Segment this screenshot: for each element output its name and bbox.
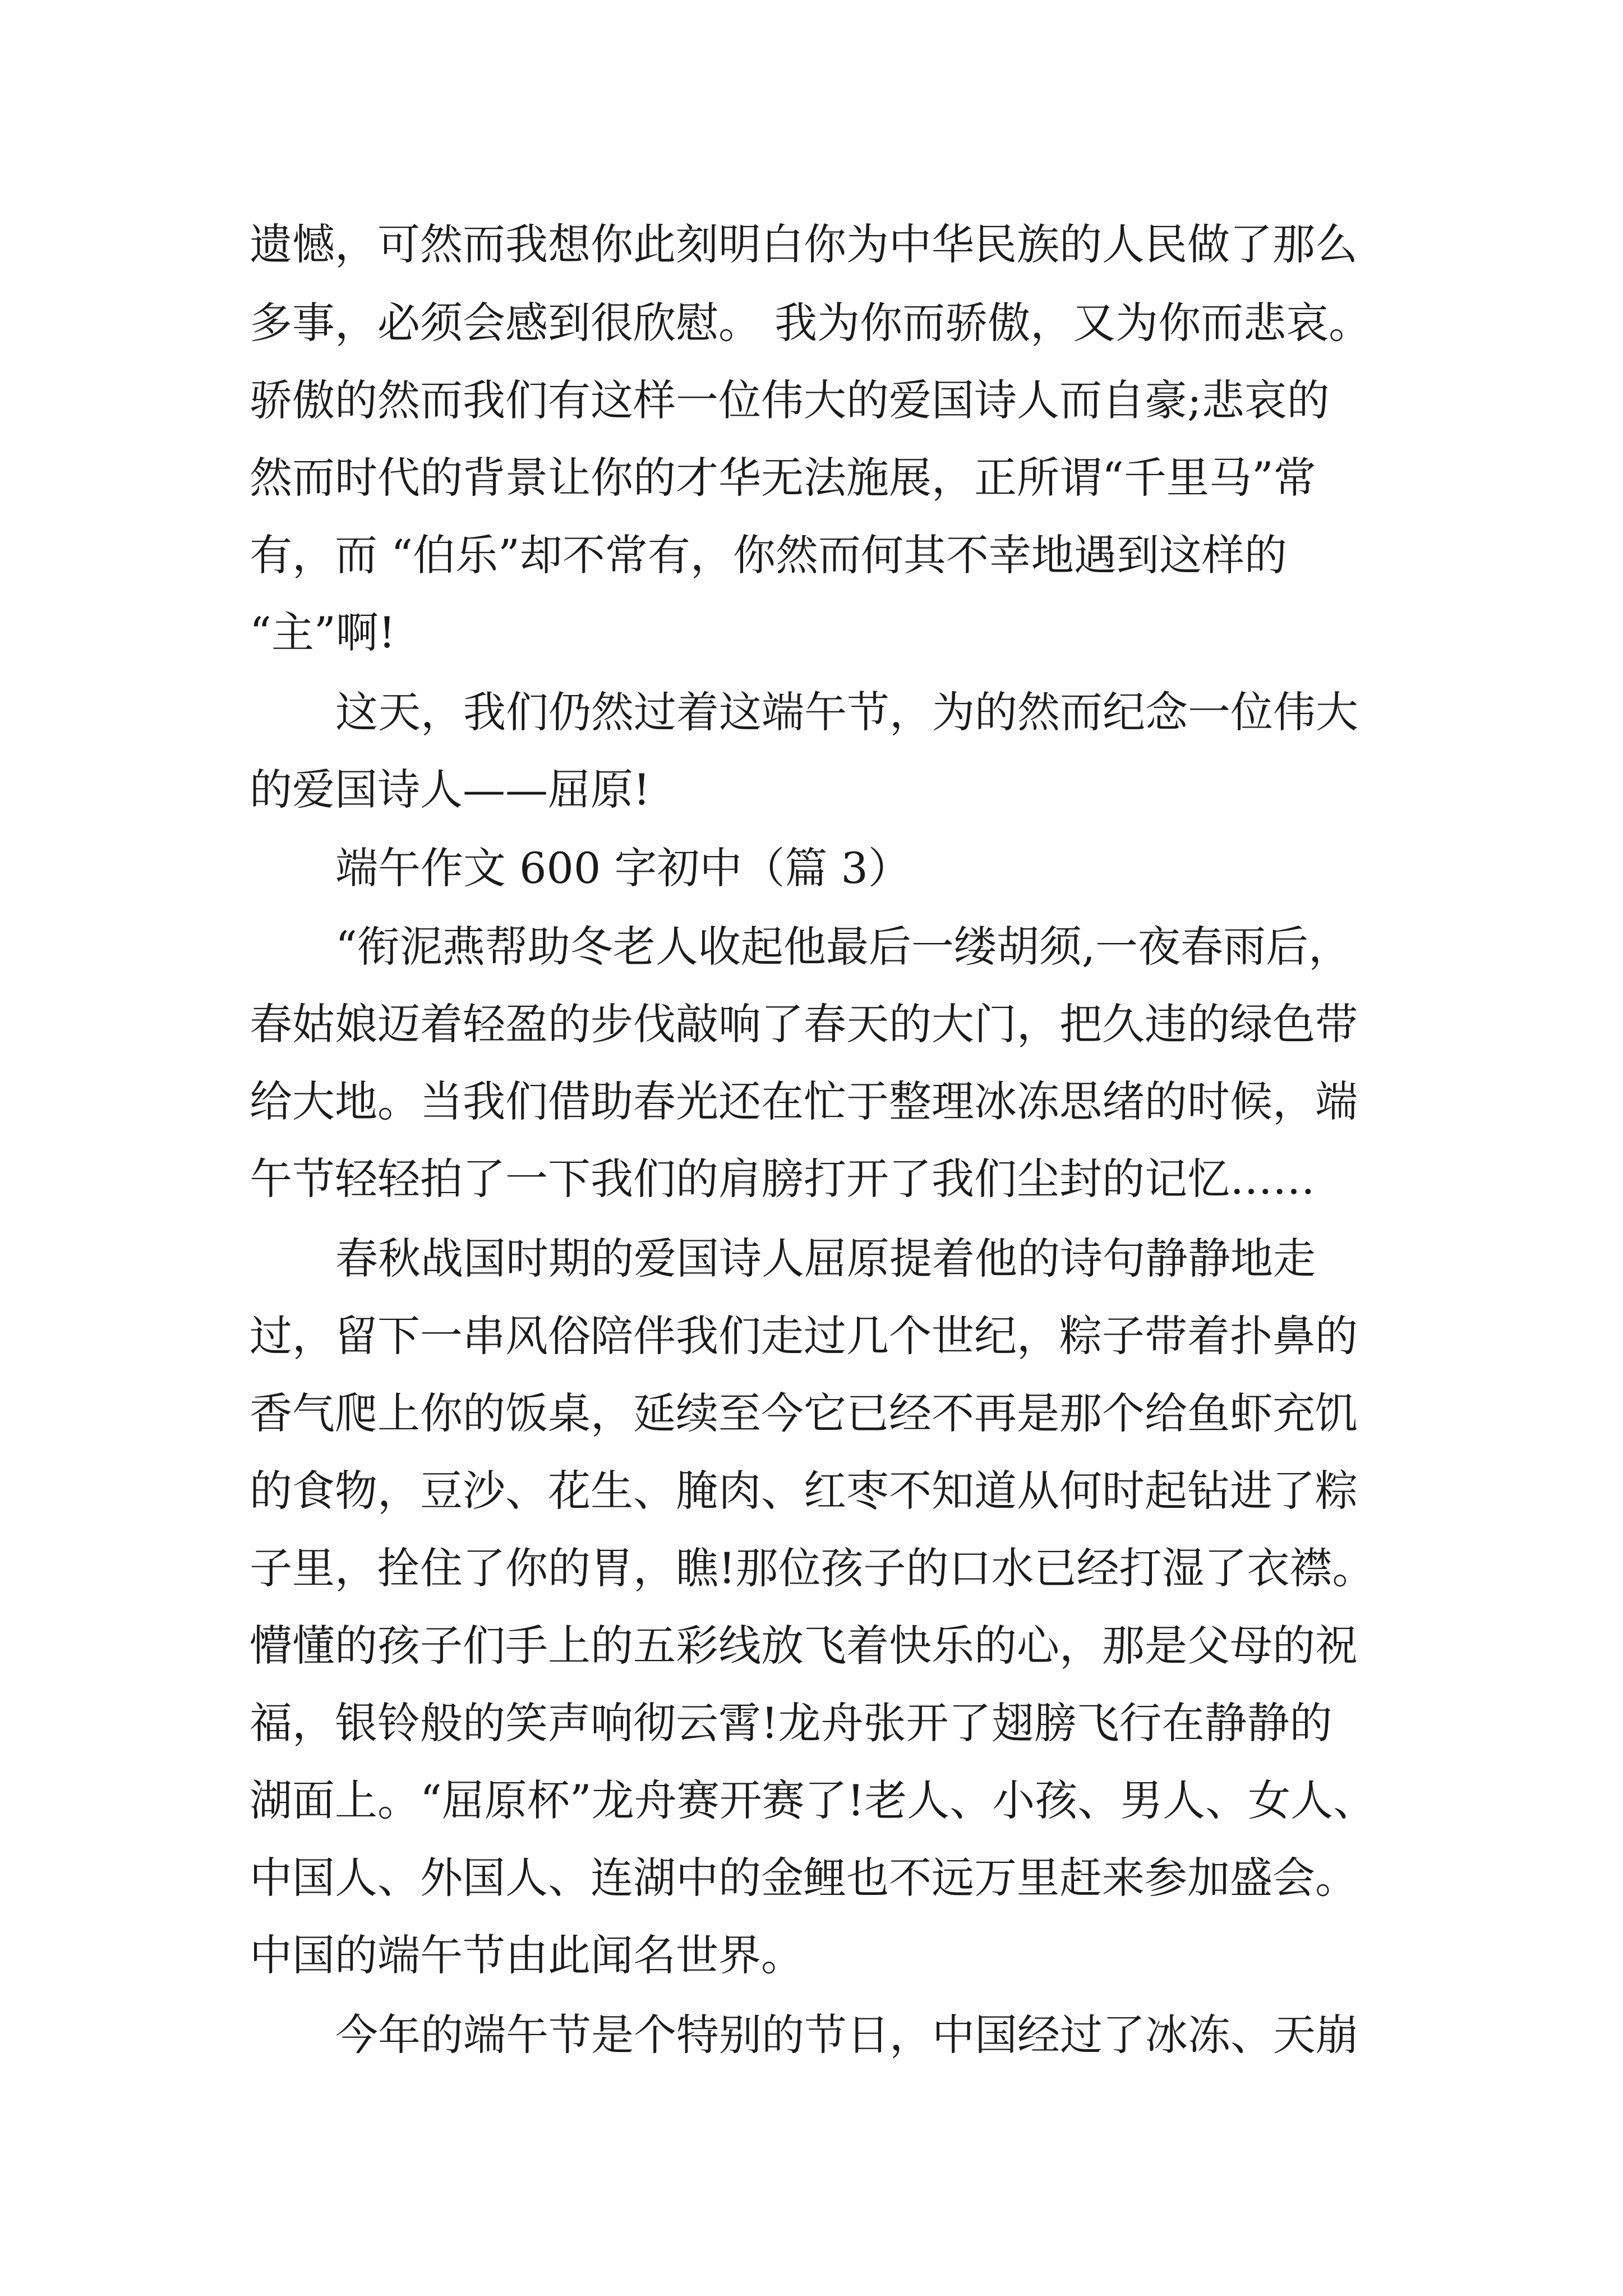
text-line: 多事，必须会感到很欣慰。 我为你而骄傲，又为你而悲哀。 bbox=[250, 298, 1372, 348]
text-line: “衔泥燕帮助冬老人收起他最后一缕胡须,一夜春雨后， bbox=[335, 922, 1352, 972]
text-line: 的食物，豆沙、花生、腌肉、红枣不知道从何时起钻进了粽 bbox=[250, 1466, 1358, 1516]
text-line: 给大地。当我们借助春光还在忙于整理冰冻思绪的时候，端 bbox=[250, 1076, 1358, 1126]
text-line: 午节轻轻拍了一下我们的肩膀打开了我们尘封的记忆…… bbox=[250, 1154, 1315, 1204]
text-line: 子里，拴住了你的胃，瞧!那位孩子的口水已经打湿了衣襟。 bbox=[250, 1543, 1375, 1593]
text-line: 的爱国诗人——屈原! bbox=[250, 765, 651, 815]
text-line: “主”啊! bbox=[250, 608, 396, 657]
text-line: 春秋战国时期的爱国诗人屈原提着他的诗句静静地走 bbox=[335, 1234, 1316, 1283]
text-line: 遗憾，可然而我想你此刻明白你为中华民族的人民做了那么 bbox=[250, 219, 1358, 269]
section-heading: 端午作文 600 字初中（篇 3） bbox=[335, 843, 911, 893]
text-line: 福，银铃般的笑声响彻云霄!龙舟张开了翅膀飞行在静静的 bbox=[250, 1698, 1332, 1748]
text-line: 过，留下一串风俗陪伴我们走过几个世纪，粽子带着扑鼻的 bbox=[250, 1311, 1358, 1361]
text-line: 有，而 “伯乐”却不常有，你然而何其不幸地遇到这样的 bbox=[250, 530, 1287, 580]
text-line: 春姑娘迈着轻盈的步伐敲响了春天的大门，把久违的绿色带 bbox=[250, 999, 1358, 1049]
text-line: 湖面上。“屈原杯”龙舟赛开赛了!老人、小孩、男人、女人、 bbox=[250, 1775, 1376, 1825]
text-line: 中国的端午节由此闻名世界。 bbox=[250, 1930, 804, 1980]
text-line: 骄傲的然而我们有这样一位伟大的爱国诗人而自豪;悲哀的 bbox=[250, 375, 1330, 425]
text-line: 香气爬上你的饭桌，延续至今它已经不再是那个给鱼虾充饥 bbox=[250, 1388, 1358, 1438]
text-line: 今年的端午节是个特别的节日，中国经过了冰冻、天崩 bbox=[335, 2010, 1358, 2060]
text-line: 中国人、外国人、连湖中的金鲤也不远万里赶来参加盛会。 bbox=[250, 1853, 1358, 1903]
text-line: 这天，我们仍然过着这端午节，为的然而纪念一位伟大 bbox=[335, 687, 1358, 737]
text-line: 然而时代的背景让你的才华无法施展，正所谓“千里马”常 bbox=[250, 453, 1316, 503]
text-line: 懵懂的孩子们手上的五彩线放飞着快乐的心，那是父母的祝 bbox=[250, 1621, 1358, 1671]
